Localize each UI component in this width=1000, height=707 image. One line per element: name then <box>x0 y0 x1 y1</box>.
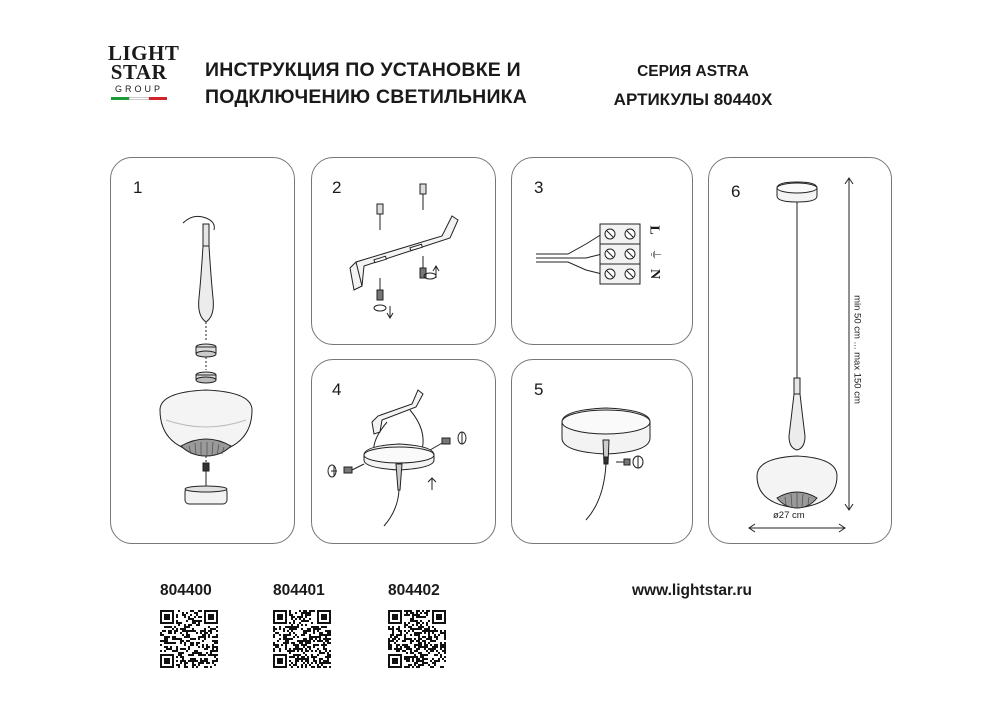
step-3-panel <box>511 157 693 345</box>
article-code-804401: 804401 <box>273 582 325 599</box>
step-1-illustration <box>111 158 294 543</box>
step-4-illustration <box>312 360 495 543</box>
qr-code-icon[interactable] <box>388 610 446 668</box>
step-2-panel <box>311 157 496 345</box>
step-1-number: 1 <box>133 178 143 197</box>
article-code-804400: 804400 <box>160 582 212 599</box>
brand-logo <box>108 41 180 124</box>
brand-line3: GROUP <box>114 84 163 94</box>
title-line1: ИНСТРУКЦИЯ ПО УСТАНОВКЕ И <box>205 59 521 81</box>
step-4-number: 4 <box>332 380 342 399</box>
terminal-ground-label: ⏚ <box>648 248 663 261</box>
step-5-illustration <box>512 360 692 543</box>
diameter-dimension-label: ø27 cm <box>773 510 805 521</box>
height-dimension-label: min 50 cm ... max 150 cm <box>851 295 863 404</box>
title-line2: ПОДКЛЮЧЕНИЮ СВЕТИЛЬНИКА <box>205 86 528 108</box>
step-5-number: 5 <box>534 380 544 399</box>
step-2-illustration <box>312 158 495 344</box>
brand-line1: LIGHT <box>108 41 180 65</box>
series-info <box>612 58 774 114</box>
step-6-number: 6 <box>731 182 741 201</box>
step-1-panel <box>110 157 295 544</box>
article-code-804402: 804402 <box>388 582 440 599</box>
step-6-illustration <box>709 158 891 543</box>
website-link[interactable]: www.lightstar.ru <box>632 582 752 599</box>
step-3-illustration <box>512 158 692 344</box>
step-3-number: 3 <box>534 178 544 197</box>
qr-code-icon[interactable] <box>273 610 331 668</box>
page-title <box>205 57 527 111</box>
terminal-N-label: N <box>647 268 663 280</box>
step-2-number: 2 <box>332 178 342 197</box>
step-6-panel <box>708 157 892 544</box>
step-5-panel <box>511 359 693 544</box>
qr-code-icon[interactable] <box>160 610 218 668</box>
series-name: СЕРИЯ ASTRA <box>637 63 749 80</box>
article-range: АРТИКУЛЫ 80440X <box>613 90 773 109</box>
terminal-L-label: L <box>646 225 662 235</box>
step-4-panel <box>311 359 496 544</box>
brand-line2: STAR <box>110 60 168 84</box>
italian-flag-icon <box>111 97 167 100</box>
